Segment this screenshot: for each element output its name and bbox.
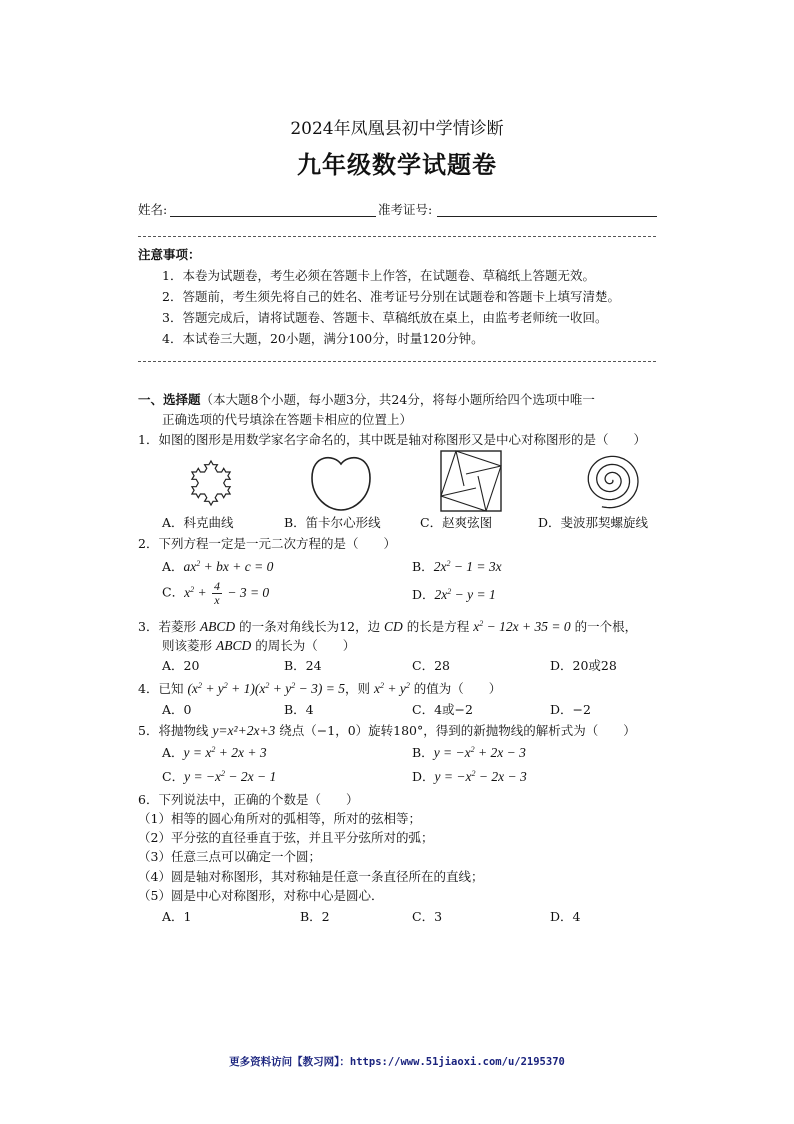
- exam-id-field[interactable]: [437, 216, 657, 217]
- q2-option-b[interactable]: [412, 560, 502, 574]
- q6-option-a[interactable]: A．1: [162, 909, 192, 924]
- section-desc: （本大题8个小题，每小题3分，共24分，将每小题所给四个选项中唯一: [200, 392, 595, 407]
- q6-item: （3）任意三点可以确定一个圆；: [138, 849, 321, 864]
- exam-title: 2024年凤凰县初中学情诊断: [290, 119, 504, 139]
- q4-option-d[interactable]: D．−2: [550, 702, 591, 717]
- q6-option-c[interactable]: C．3: [412, 909, 443, 924]
- equation: $2x^2 - 1 = 3x$: [433, 559, 502, 574]
- q6-option-d[interactable]: D．4: [550, 909, 581, 924]
- q1-stem: 1．如图的图形是用数学家名字命名的，其中既是轴对称图形又是中心对称图形的是（ ）: [138, 432, 646, 447]
- option-label: A．: [162, 559, 184, 574]
- exam-subtitle: 九年级数学试题卷: [297, 151, 497, 179]
- equation: $2x^2 - y = 1$: [434, 587, 496, 602]
- option-label: D．: [412, 587, 435, 602]
- q5-option-c[interactable]: C．$y = -x^2 - 2x - 1$: [162, 769, 277, 784]
- equation: $ax^2$ + bx + c = 0: [183, 559, 274, 574]
- q3-option-b[interactable]: B．24: [284, 658, 322, 673]
- q2-option-a[interactable]: [162, 560, 273, 574]
- q2-option-c[interactable]: [162, 580, 269, 607]
- q1-option-d[interactable]: D．斐波那契螺旋线: [538, 515, 649, 530]
- section-title: 一、选择题: [138, 392, 201, 407]
- equation: $x^2$ + $\frac{4}{x}$ − 3 = 0: [184, 579, 270, 607]
- q5-stem: 5．将抛物线 y=x²+2x+3 绕点（−1，0）旋转180°，得到的新抛物线的解析式为（ ）: [138, 723, 636, 738]
- q3-option-c[interactable]: C．28: [412, 658, 450, 673]
- q6-item: （4）圆是轴对称图形，其对称轴是任意一条直径所在的直线；: [138, 869, 484, 884]
- notice-item: 3．答题完成后，请将试题卷、答题卡、草稿纸放在桌上，由监考老师统一收回。: [162, 310, 608, 325]
- section-heading-line: [138, 394, 595, 407]
- divider-bottom: [138, 361, 656, 362]
- q1-option-b[interactable]: B．笛卡尔心形线: [284, 515, 381, 530]
- q6-item: （5）圆是中心对称图形，对称中心是圆心．: [138, 888, 384, 903]
- option-label: B．: [412, 559, 434, 574]
- section-desc-line2: 正确选项的代号填涂在答题卡相应的位置上）: [162, 412, 413, 427]
- q6-item: （1）相等的圆心角所对的弧相等，所对的弦相等；: [138, 811, 421, 826]
- q6-option-b[interactable]: B．2: [300, 909, 330, 924]
- q2-stem: 2．下列方程一定是一元二次方程的是（ ）: [138, 536, 396, 551]
- name-label: 姓名:: [138, 202, 168, 217]
- zhao-shuang-diagram-icon: [440, 450, 502, 512]
- exam-id-label: 准考证号:: [378, 202, 433, 217]
- footer-link[interactable]: 更多资料访问【教习网】：https://www.51jiaoxi.com/u/2195370: [229, 1056, 565, 1068]
- q5-option-b[interactable]: B．$y = -x^2 + 2x - 3$: [412, 745, 526, 760]
- q3-stem: 3．若菱形 ABCD 的一条对角线长为12，边 CD 的长是方程 $x^2 - 12x + 35 = 0$ 的一个根，: [138, 619, 638, 634]
- q1-option-a[interactable]: A．科克曲线: [162, 515, 234, 530]
- q4-option-b[interactable]: B．4: [284, 702, 314, 717]
- q4-stem: 4．已知 $(x^2 + y^2 + 1)(x^2 + y^2 - 3) = 5$，则 $x^2 + y^2$ 的值为（ ）: [138, 681, 502, 696]
- q3-stem-line2: 则该菱形 ABCD 的周长为（ ）: [162, 638, 356, 653]
- notice-item: 4．本试卷三大题，20小题，满分100分，时量120分钟。: [162, 331, 484, 346]
- q1-option-c[interactable]: C．赵爽弦图: [420, 515, 493, 530]
- q3-option-a[interactable]: A．20: [162, 658, 200, 673]
- q6-item: （2）平分弦的直径垂直于弦，并且平分弦所对的弧；: [138, 830, 434, 845]
- notice-item: 1．本卷为试题卷，考生必须在答题卡上作答，在试题卷、草稿纸上答题无效。: [162, 268, 595, 283]
- divider-top: [138, 236, 656, 237]
- q5-option-a[interactable]: A．$y = x^2 + 2x + 3$: [162, 745, 267, 760]
- q6-stem: 6．下列说法中，正确的个数是（ ）: [138, 792, 359, 807]
- q2-option-d[interactable]: [412, 588, 496, 602]
- q5-option-d[interactable]: D．$y = -x^2 - 2x - 3$: [412, 769, 527, 784]
- name-field[interactable]: [170, 216, 376, 217]
- q3-option-d[interactable]: D．20或28: [550, 658, 617, 673]
- q4-option-a[interactable]: A．0: [162, 702, 192, 717]
- koch-snowflake-icon: [180, 450, 242, 512]
- notice-heading: 注意事项：: [138, 247, 201, 262]
- cardioid-icon: [310, 450, 372, 512]
- fibonacci-spiral-icon: [578, 448, 644, 512]
- notice-item: 2．答题前，考生须先将自己的姓名、准考证号分别在试题卷和答题卡上填写清楚。: [162, 289, 620, 304]
- option-label: C．: [162, 584, 185, 600]
- q4-option-c[interactable]: C．4或−2: [412, 702, 473, 717]
